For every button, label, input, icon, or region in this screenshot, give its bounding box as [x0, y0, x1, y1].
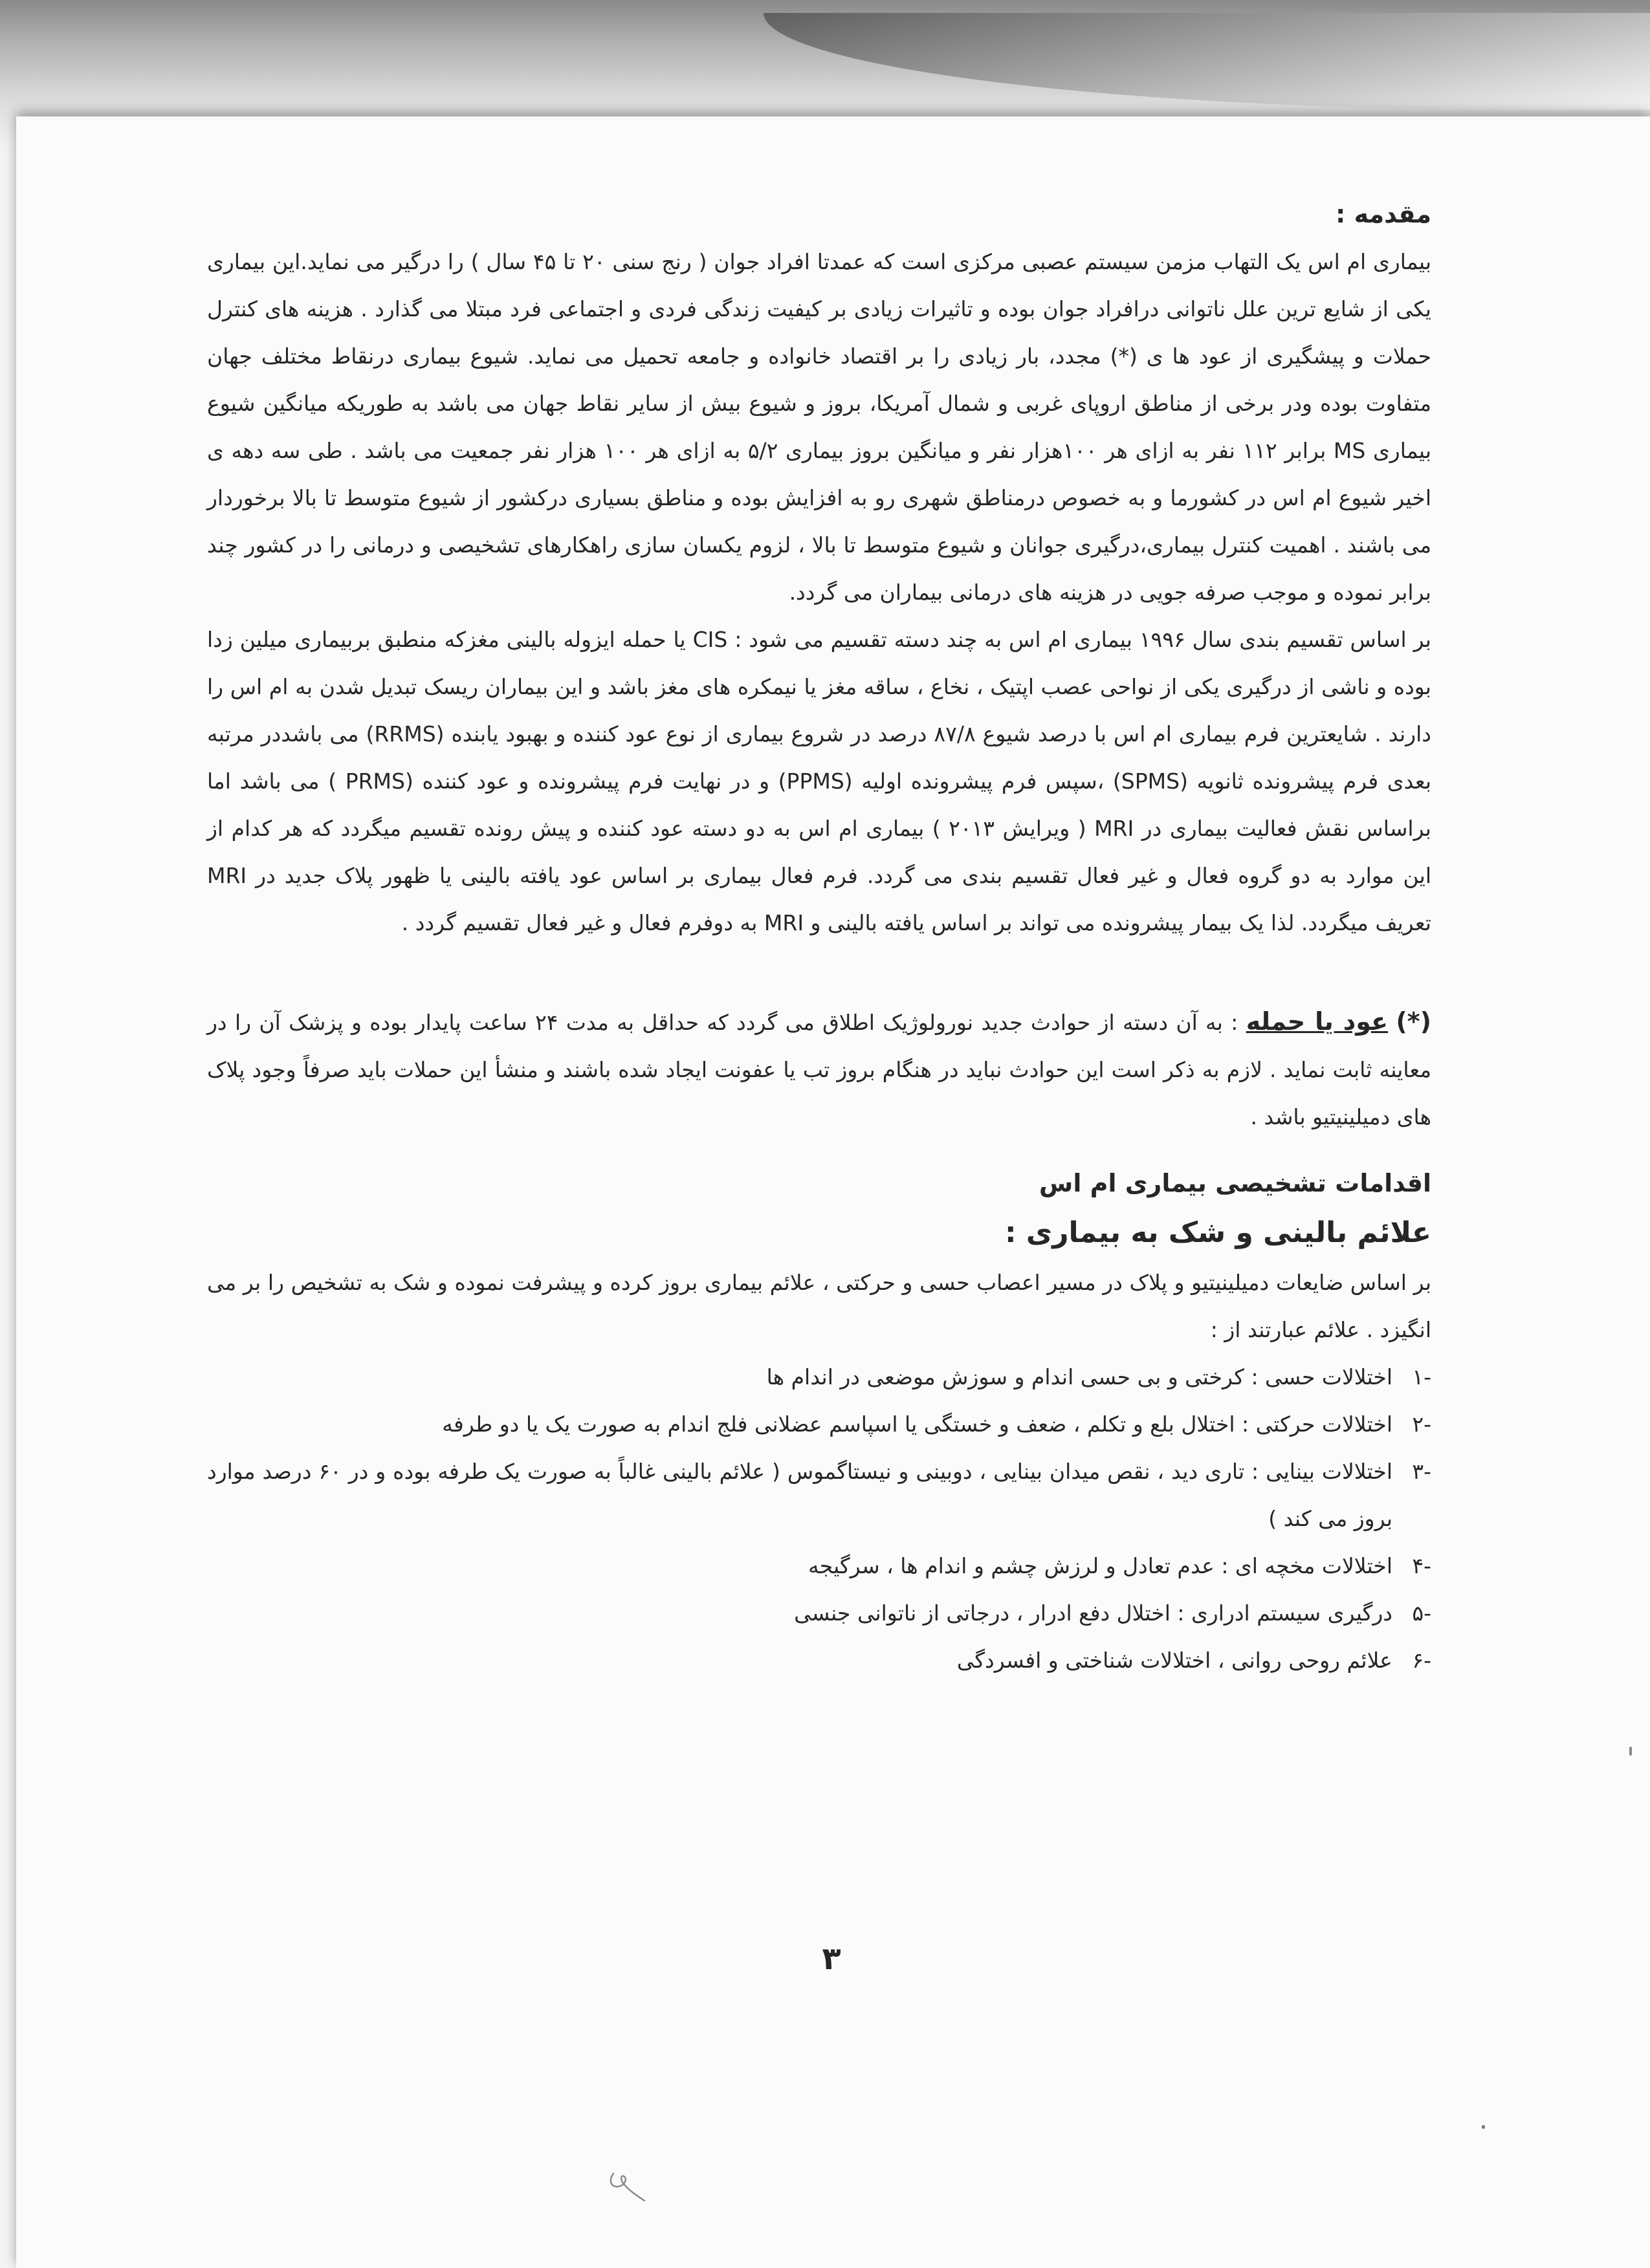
- list-item-number: -۱: [1412, 1364, 1431, 1390]
- list-item-text: علائم روحی روانی ، اختلالات شناختی و افسردگی: [956, 1648, 1392, 1673]
- list-item-number: -۲: [1412, 1412, 1431, 1437]
- spacer: [207, 1140, 1431, 1160]
- list-item-text: اختلالات حرکتی : اختلال بلع و تکلم ، ضعف و خستگی یا اسپاسم عضلانی فلج اندام به صورت یک یا دو طرفه: [442, 1412, 1392, 1437]
- symptom-list: [207, 1353, 1431, 1684]
- diagnosis-intro: بر اساس ضایعات دمیلینیتیو و پلاک در مسیر اعصاب حسی و حرکتی ، علائم بیماری بروز کرده و پیشرفت نموده و شک به تشخیص را بر می انگیزد . علائم عبارتند از :: [207, 1270, 1431, 1342]
- relapse-note-marker: (*): [1396, 1007, 1431, 1036]
- scan-speck: [1482, 2125, 1485, 2129]
- list-item-text: اختلالات حسی : کرختی و بی حسی اندام و سوزش موضعی در اندام ها: [766, 1364, 1392, 1390]
- list-item: [207, 1637, 1431, 1684]
- page-number: ۳: [822, 1941, 841, 1977]
- diagnosis-subsection-title: علائم بالینی و شک به بیماری :: [1004, 1216, 1431, 1249]
- list-item-number: -۳: [1412, 1459, 1431, 1484]
- intro-paragraph-1: بیماری ام اس یک التهاب مزمن سیستم عصبی مرکزی است که عمدتا افراد جوان ( رنج سنی ۲۰ تا ۴۵ سال ) را درگیر می نماید.این بیماری یکی از شایع ترین علل ناتوانی درافراد جوان بوده و تاثیرات زیادی بر کیفیت زندگی فردی و اجتماعی فرد مبتلا می گذارد . هزینه های کنترل حملات و پیشگیری از عود ها ی (*) مجدد، بار زیادی را بر اقتصاد خانواده و جامعه تحمیل می نماید. شیوع بیماری درنقاط مختلف جهان متفاوت بوده ودر برخی از مناطق اروپای غربی و شمال آمریکا، بروز و شیوع بیش از سایر نقاط جهان می باشد به طوریکه میانگین شیوع بیماری MS برابر ۱۱۲ نفر به ازای هر ۱۰۰هزار نفر و میانگین بروز بیماری ۵/۲ به ازای هر ۱۰۰ هزار نفر جمعیت می باشد . طی سه دهه ی اخیر شیوع ام اس در کشورما و به خصوص درمناطق شهری رو به افزایش بوده و مناطق بسیاری درکشور از شیوع متوسط تا بالا برخوردار می باشند . اهمیت کنترل بیماری،درگیری جوانان و شیوع متوسط تا بالا ، لزوم یکسان سازی راهکارهای تشخیصی و درمانی را در کشور چند برابر نموده و موجب صرفه جویی در هزینه های درمانی بیماران می گردد.: [207, 249, 1432, 605]
- list-item-number: -۵: [1412, 1600, 1431, 1626]
- list-item-text: درگیری سیستم ادراری : اختلال دفع ادرار ، درجاتی از ناتوانی جنسی: [794, 1600, 1392, 1626]
- list-item: [207, 1589, 1431, 1637]
- scan-speck: [1629, 1747, 1632, 1756]
- list-item: [207, 1448, 1431, 1542]
- list-item-text: اختلالات مخچه ای : عدم تعادل و لرزش چشم و اندام ها ، سرگیجه: [808, 1553, 1392, 1578]
- list-item: [207, 1353, 1431, 1401]
- list-item-text: اختلالات بینایی : تاری دید ، نقص میدان بینایی ، دوبینی و نیستاگموس ( علائم بالینی غالباً به صورت یک طرفه بوده و در ۶۰ درصد موارد بروز می کند ): [207, 1459, 1392, 1531]
- diagnosis-section-title: اقدامات تشخیصی بیماری ام اس: [1039, 1169, 1431, 1197]
- spacer: [207, 946, 1431, 998]
- relapse-note-term: عود یا حمله: [1246, 1007, 1389, 1036]
- relapse-note-definition: : به آن دسته از حوادث جدید نورولوژیک اطلاق می گردد که حداقل به مدت ۲۴ ساعت پایدار بوده و پزشک آن را در معاینه ثابت نماید . لازم به ذکر است این حوادث نباید در هنگام بروز تب یا عفونت ایجاد شده باشند و منشأ این حملات باید صرفاً وجود پلاک های دمیلینیتیو باشد .: [207, 1010, 1431, 1129]
- intro-paragraph-2: بر اساس تقسیم بندی سال ۱۹۹۶ بیماری ام اس به چند دسته تقسیم می شود : CIS یا حمله ایزوله بالینی مغزکه منطبق بربیماری میلین زدا بوده و ناشی از درگیری یکی از نواحی عصب اپتیک ، نخاع ، ساقه مغز یا نیمکره های مغز باشد و این بیماران ریسک تبدیل شدن به ام اس را دارند . شایعترین فرم بیماری ام اس با درصد شیوع ۸۷/۸ درصد در شروع بیماری از نوع عود کننده و بهبود یابنده (RRMS) می باشددر مرتبه بعدی فرم پیشرونده ثانویه (SPMS) ،سپس فرم پیشرونده اولیه (PPMS) و در نهایت فرم پیشرونده و عود کننده (PRMS ) می باشد اما براساس نقش فعالیت بیماری در MRI ( ویرایش ۲۰۱۳ ) بیماری ام اس به دو دسته عود کننده و پیش رونده تقسیم میگردد که هر کدام از این موارد به دو گروه فعال و غیر فعال تقسیم بندی می گردد. فرم فعال بیماری بر اساس عود یافته بالینی یا ظهور پلاک جدید در MRI تعریف میگردد. لذا یک بیمار پیشرونده می تواند بر اساس یافته بالینی و MRI به دوفرم فعال و غیر فعال تقسیم گردد .: [207, 627, 1432, 935]
- list-item: [207, 1542, 1431, 1589]
- list-item-number: -۴: [1412, 1553, 1431, 1578]
- list-item-number: -۶: [1412, 1648, 1431, 1673]
- list-item: [207, 1401, 1431, 1448]
- intro-title: مقدمه :: [1336, 200, 1431, 228]
- handwritten-mark: [602, 2161, 654, 2206]
- document-body: [207, 191, 1431, 1684]
- relapse-note: [207, 998, 1431, 1140]
